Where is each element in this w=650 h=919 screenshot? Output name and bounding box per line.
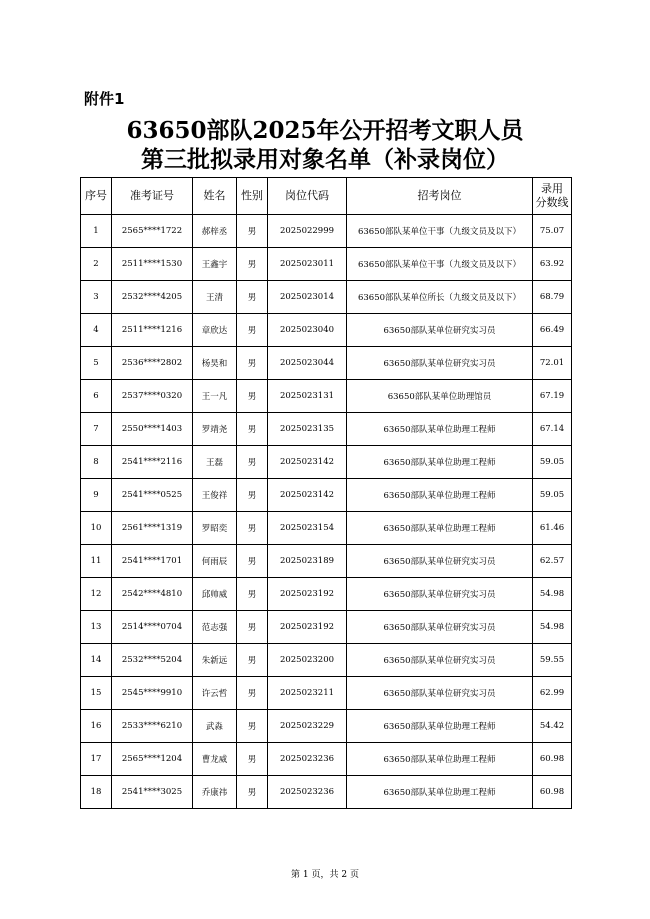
cell-exam-id: 2532****5204	[112, 644, 193, 677]
cell-post: 63650部队某单位研究实习员	[347, 611, 533, 644]
cell-exam-id: 2550****1403	[112, 413, 193, 446]
cell-gender: 男	[237, 776, 268, 809]
header-exam-id: 准考证号	[112, 178, 193, 215]
cell-exam-id: 2536****2802	[112, 347, 193, 380]
cell-name: 杨昊和	[193, 347, 237, 380]
cell-post-code: 2025023044	[268, 347, 347, 380]
cell-exam-id: 2541****3025	[112, 776, 193, 809]
cell-exam-id: 2542****4810	[112, 578, 193, 611]
cell-name: 罗昭奕	[193, 512, 237, 545]
cell-gender: 男	[237, 710, 268, 743]
cell-no: 2	[81, 248, 112, 281]
cell-name: 罗靖尧	[193, 413, 237, 446]
header-gender: 性别	[237, 178, 268, 215]
header-no: 序号	[81, 178, 112, 215]
cell-score: 60.98	[533, 743, 572, 776]
cell-score: 63.92	[533, 248, 572, 281]
cell-name: 王一凡	[193, 380, 237, 413]
cell-no: 15	[81, 677, 112, 710]
cell-name: 王磊	[193, 446, 237, 479]
cell-exam-id: 2533****6210	[112, 710, 193, 743]
cell-post: 63650部队某单位助理工程师	[347, 776, 533, 809]
cell-gender: 男	[237, 512, 268, 545]
header-name: 姓名	[193, 178, 237, 215]
cell-name: 朱新远	[193, 644, 237, 677]
cell-no: 9	[81, 479, 112, 512]
cell-post: 63650部队某单位助理工程师	[347, 710, 533, 743]
cell-gender: 男	[237, 677, 268, 710]
cell-gender: 男	[237, 347, 268, 380]
table-row	[81, 479, 572, 512]
cell-score: 67.14	[533, 413, 572, 446]
table-row	[81, 545, 572, 578]
cell-no: 7	[81, 413, 112, 446]
cell-post: 63650部队某单位助理工程师	[347, 446, 533, 479]
cell-exam-id: 2511****1216	[112, 314, 193, 347]
cell-post-code: 2025023142	[268, 446, 347, 479]
cell-name: 王清	[193, 281, 237, 314]
cell-post: 63650部队某单位所长（九级文员及以下）	[347, 281, 533, 314]
cell-no: 11	[81, 545, 112, 578]
cell-post: 63650部队某单位研究实习员	[347, 578, 533, 611]
cell-gender: 男	[237, 215, 268, 248]
cell-post-code: 2025023011	[268, 248, 347, 281]
cell-post-code: 2025023229	[268, 710, 347, 743]
cell-name: 曹龙威	[193, 743, 237, 776]
cell-no: 6	[81, 380, 112, 413]
table-row	[81, 347, 572, 380]
cell-no: 4	[81, 314, 112, 347]
cell-post-code: 2025023200	[268, 644, 347, 677]
cell-exam-id: 2561****1319	[112, 512, 193, 545]
cell-gender: 男	[237, 479, 268, 512]
cell-name: 许云哲	[193, 677, 237, 710]
header-post: 招考岗位	[347, 178, 533, 215]
cell-post-code: 2025023154	[268, 512, 347, 545]
cell-score: 66.49	[533, 314, 572, 347]
cell-post: 63650部队某单位研究实习员	[347, 347, 533, 380]
cell-post-code: 2025023236	[268, 776, 347, 809]
cell-post: 63650部队某单位助理工程师	[347, 413, 533, 446]
cell-post: 63650部队某单位研究实习员	[347, 545, 533, 578]
page-title: 63650部队2025年公开招考文职人员	[126, 117, 524, 144]
cell-post-code: 2025023142	[268, 479, 347, 512]
header-score-line1: 录用	[541, 182, 563, 195]
table-header-row	[81, 178, 572, 215]
cell-score: 54.98	[533, 578, 572, 611]
table-row	[81, 644, 572, 677]
table-row	[81, 215, 572, 248]
cell-name: 邱帅威	[193, 578, 237, 611]
cell-name: 乔康祎	[193, 776, 237, 809]
cell-exam-id: 2565****1722	[112, 215, 193, 248]
cell-gender: 男	[237, 281, 268, 314]
cell-score: 75.07	[533, 215, 572, 248]
cell-name: 范志强	[193, 611, 237, 644]
cell-post: 63650部队某单位助理工程师	[347, 479, 533, 512]
cell-gender: 男	[237, 644, 268, 677]
attachment-label: 附件1	[84, 90, 125, 108]
cell-gender: 男	[237, 314, 268, 347]
table-row	[81, 578, 572, 611]
cell-score: 62.99	[533, 677, 572, 710]
cell-post: 63650部队某单位助理工程师	[347, 512, 533, 545]
admission-table	[80, 177, 572, 809]
cell-gender: 男	[237, 545, 268, 578]
table-row	[81, 677, 572, 710]
cell-score: 62.57	[533, 545, 572, 578]
cell-exam-id: 2541****1701	[112, 545, 193, 578]
header-post-code: 岗位代码	[268, 178, 347, 215]
cell-exam-id: 2541****2116	[112, 446, 193, 479]
cell-score: 72.01	[533, 347, 572, 380]
cell-exam-id: 2511****1530	[112, 248, 193, 281]
cell-gender: 男	[237, 578, 268, 611]
cell-no: 18	[81, 776, 112, 809]
cell-no: 8	[81, 446, 112, 479]
cell-score: 60.98	[533, 776, 572, 809]
cell-post-code: 2025023135	[268, 413, 347, 446]
table-row	[81, 380, 572, 413]
table-row	[81, 248, 572, 281]
cell-score: 59.05	[533, 446, 572, 479]
cell-post: 63650部队某单位助理工程师	[347, 743, 533, 776]
page-subtitle: 第三批拟录用对象名单（补录岗位）	[141, 146, 509, 173]
cell-post: 63650部队某单位研究实习员	[347, 314, 533, 347]
cell-no: 1	[81, 215, 112, 248]
cell-post: 63650部队某单位干事（九级文员及以下）	[347, 248, 533, 281]
cell-exam-id: 2565****1204	[112, 743, 193, 776]
cell-post: 63650部队某单位干事（九级文员及以下）	[347, 215, 533, 248]
cell-score: 67.19	[533, 380, 572, 413]
cell-gender: 男	[237, 248, 268, 281]
table-row	[81, 281, 572, 314]
cell-post-code: 2025023014	[268, 281, 347, 314]
table-row	[81, 743, 572, 776]
cell-post: 63650部队某单位研究实习员	[347, 677, 533, 710]
cell-exam-id: 2545****9910	[112, 677, 193, 710]
cell-post: 63650部队某单位助理馆员	[347, 380, 533, 413]
cell-score: 59.05	[533, 479, 572, 512]
cell-exam-id: 2532****4205	[112, 281, 193, 314]
cell-gender: 男	[237, 413, 268, 446]
table-row	[81, 710, 572, 743]
cell-no: 13	[81, 611, 112, 644]
cell-post-code: 2025023192	[268, 611, 347, 644]
cell-post-code: 2025023192	[268, 578, 347, 611]
cell-no: 10	[81, 512, 112, 545]
cell-gender: 男	[237, 611, 268, 644]
page-number: 第 1 页，共 2 页	[291, 870, 359, 880]
table-row	[81, 512, 572, 545]
cell-post-code: 2025023040	[268, 314, 347, 347]
cell-score: 61.46	[533, 512, 572, 545]
header-score	[533, 178, 572, 215]
cell-exam-id: 2514****0704	[112, 611, 193, 644]
cell-name: 武淼	[193, 710, 237, 743]
cell-score: 54.42	[533, 710, 572, 743]
cell-post-code: 2025023236	[268, 743, 347, 776]
cell-score: 68.79	[533, 281, 572, 314]
cell-post-code: 2025023211	[268, 677, 347, 710]
cell-score: 59.55	[533, 644, 572, 677]
cell-name: 郝梓丞	[193, 215, 237, 248]
cell-post-code: 2025023189	[268, 545, 347, 578]
cell-exam-id: 2541****0525	[112, 479, 193, 512]
cell-no: 5	[81, 347, 112, 380]
cell-no: 17	[81, 743, 112, 776]
table-row	[81, 776, 572, 809]
cell-name: 章欣达	[193, 314, 237, 347]
header-score-line2: 分数线	[535, 196, 569, 209]
cell-post-code: 2025022999	[268, 215, 347, 248]
cell-post: 63650部队某单位研究实习员	[347, 644, 533, 677]
cell-no: 16	[81, 710, 112, 743]
cell-gender: 男	[237, 380, 268, 413]
table-row	[81, 314, 572, 347]
table-row	[81, 446, 572, 479]
cell-name: 王俊祥	[193, 479, 237, 512]
cell-gender: 男	[237, 446, 268, 479]
cell-no: 12	[81, 578, 112, 611]
cell-name: 王鑫宇	[193, 248, 237, 281]
cell-no: 14	[81, 644, 112, 677]
cell-exam-id: 2537****0320	[112, 380, 193, 413]
cell-score: 54.98	[533, 611, 572, 644]
cell-post-code: 2025023131	[268, 380, 347, 413]
table-row	[81, 611, 572, 644]
cell-gender: 男	[237, 743, 268, 776]
cell-no: 3	[81, 281, 112, 314]
table-row	[81, 413, 572, 446]
cell-name: 何雨辰	[193, 545, 237, 578]
